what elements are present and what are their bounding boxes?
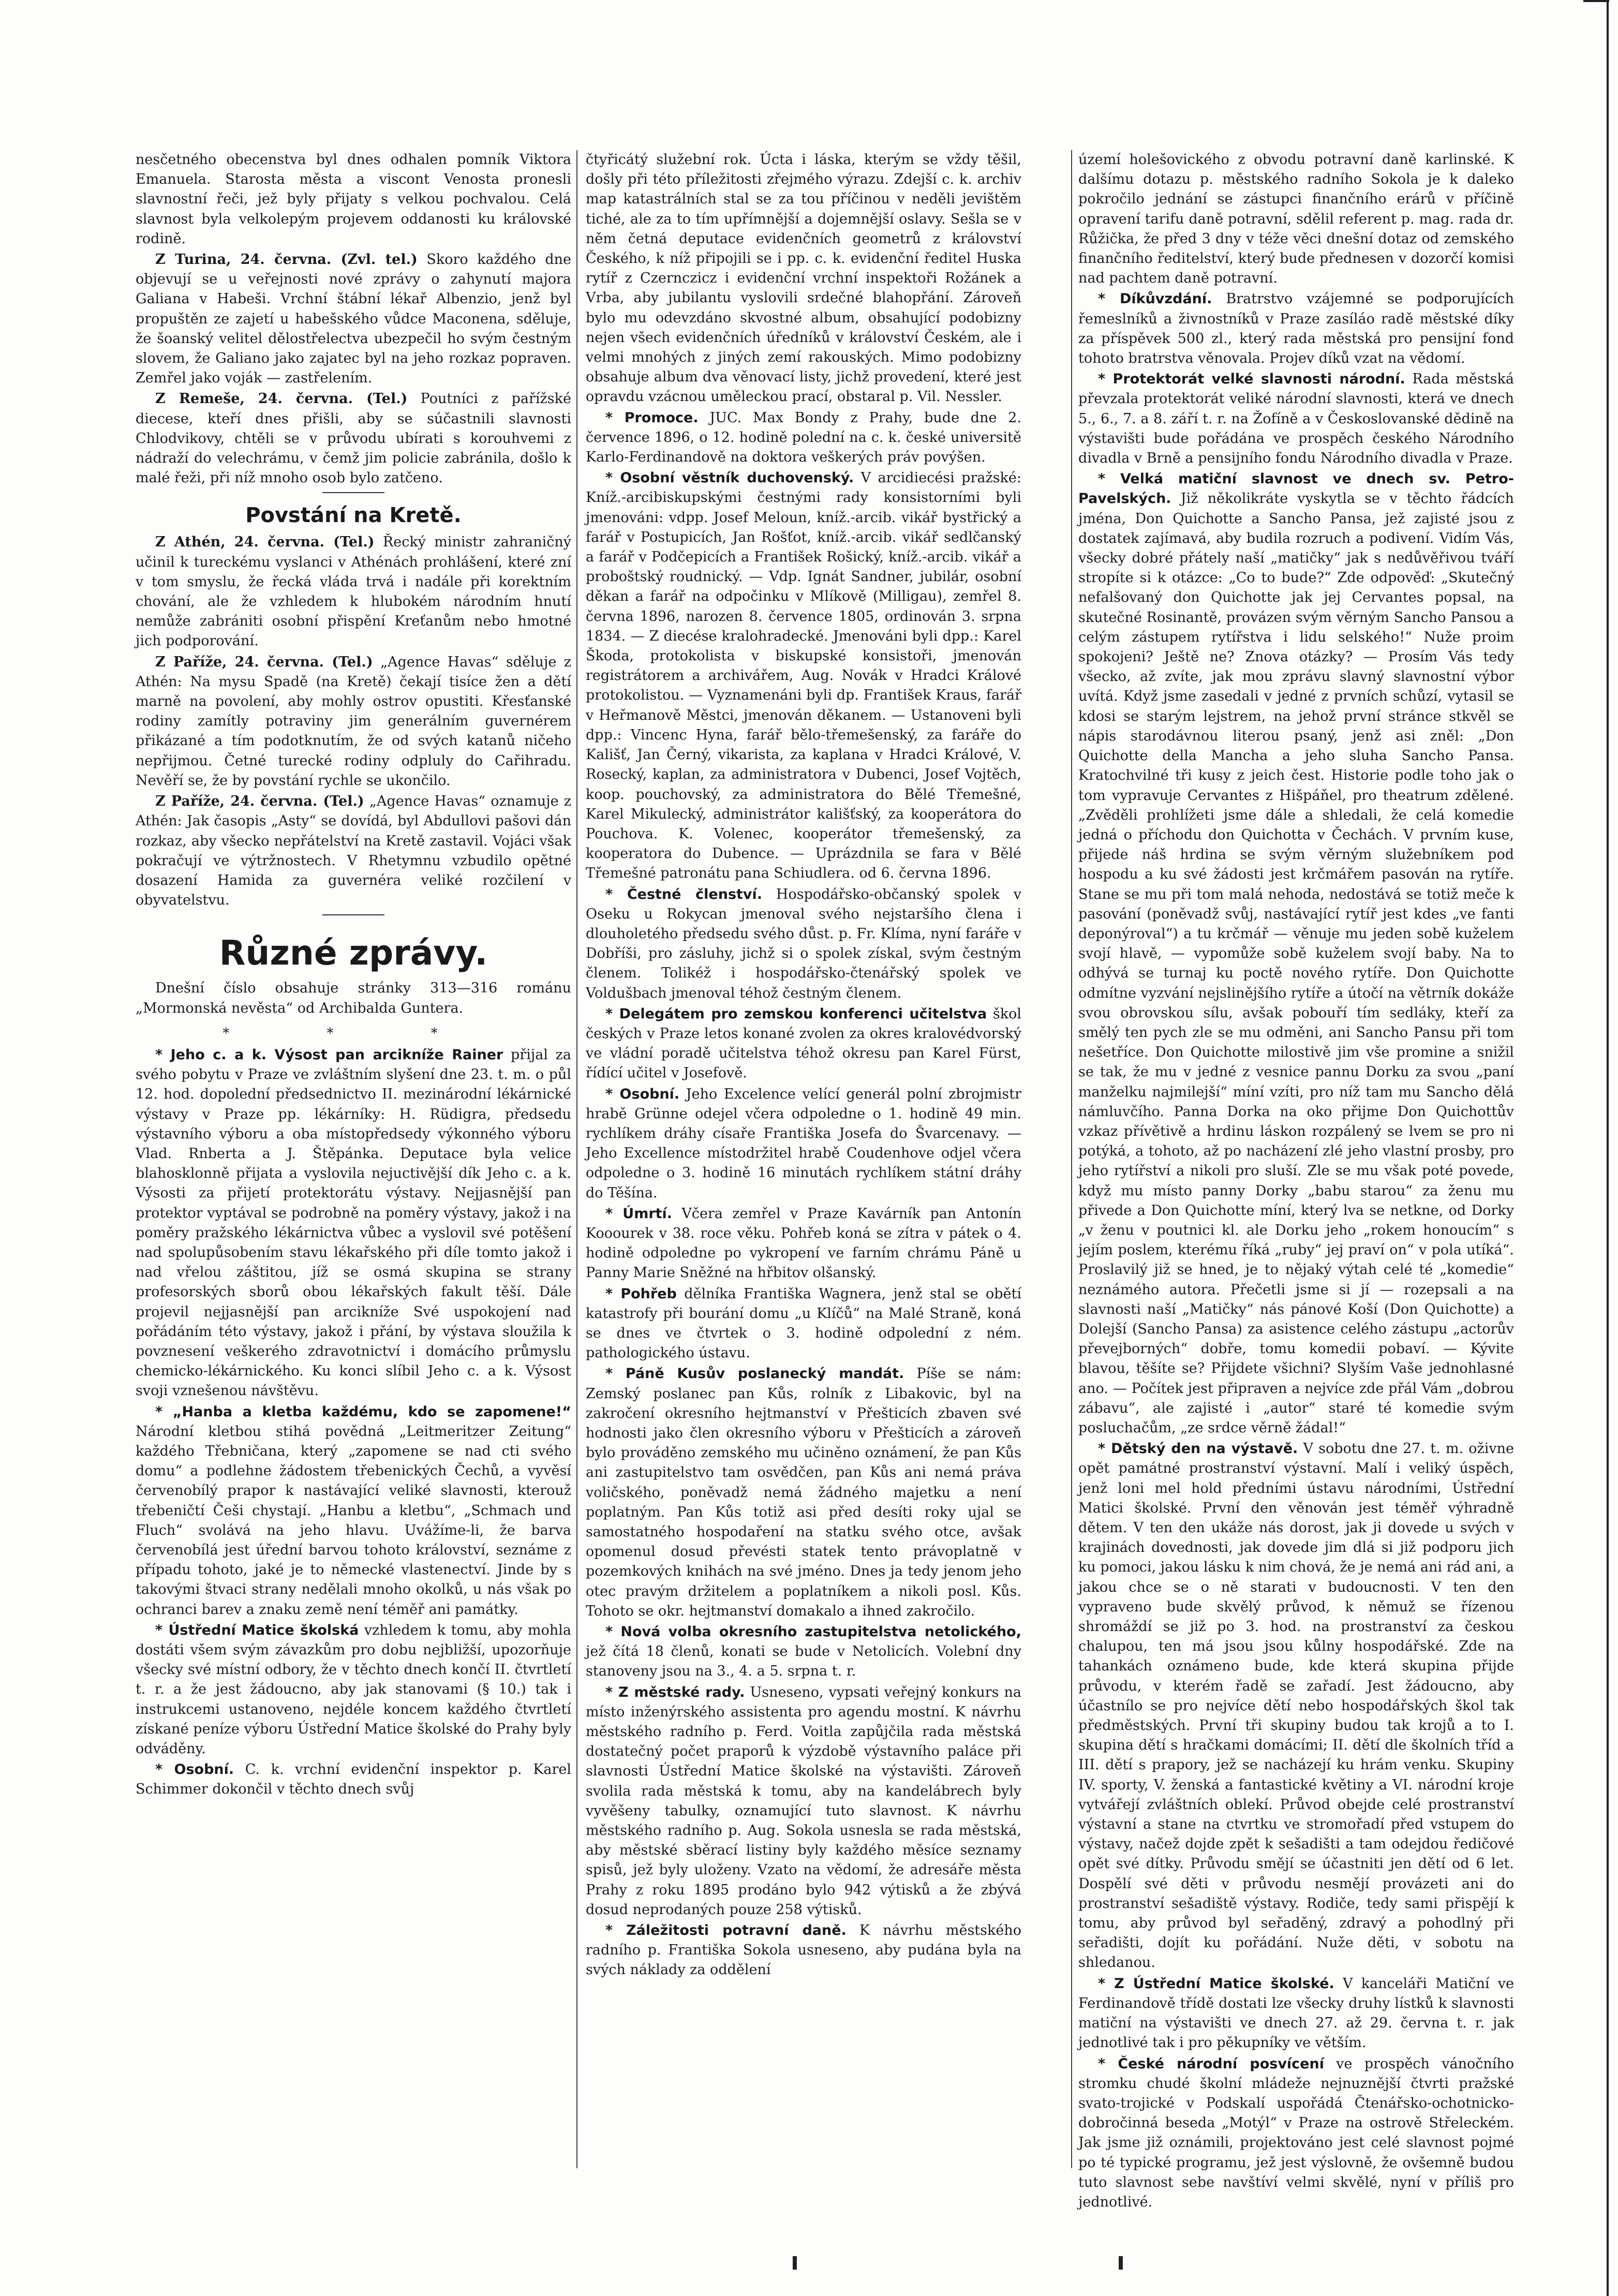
news-text: V arcidiecési pražské: Kníž.-arcibiskupskými čestnými rady konsistorními byli jmenováni: vdpp. Josef Meloun, kníž.-arcib. vikář bystřický a farář v Postupicích, Jan Rošťot, kníž.-arcib. vikář sedlčanský a farář v Podčepicích a František Rošický, kníž.-arcib. vikář a proboštský roudnický. — Vdp. Ignát Sandner, jubilár, osobní děkan a farář na odpočinku v Mlíkově (Milligau), zemřel 8. června 1896, narozen 8. července 1805, ordinován 3. srpna 1834. — Z diecése kralohradecké. Jmenováni byli dpp.: Karel Škoda, protokolista v biskupské konsistoři, jmenován registrátorem a archivářem, Aug. Novák v Hradci Králové protokolistou. — Vyznamenáni byli dp. František Kraus, farář v Heřmanově Městci, jmenován děkanem. — Ustanoveni byli dpp.: Vincenc Hyna, farář bělo-třemešenský, za faráře do Kališť, Jan Černý, vikaristа, za kaplana v Hradci Králové, V. Rosecký, kaplan, za administratora v Dubenci, Josef Vojtěch, koop. pouchovský, za administratora do Bělé Třemešné, Karel Mikulecký, administrátor kališťský, za kooperátora do Pouchova. K. Volenec, kooperátor třemešenský, za kooperatora do Dubence. — Uprázdnila se fara v Bělé Třemešné patronátu pana Schiudlera. od 6. června 1896. (586, 470, 1021, 882)
section-divider (322, 492, 384, 493)
news-item (136, 792, 571, 910)
news-text: Skoro každého dne objevují se u veřejnosti nové zprávy o zahynutí majora Galiana v Habeši. Vrchní štábní lékař Albenzio, jenž byl propuštěn ze zajetí u habešského vůdce Maconena, sděluje, že šoanský velitel dělostřelectva ubezpečil ho svým čestným slovem, že Galiano jako zajatec byl na jeho rozkaz popraven. Zemřel jako voják — zastřelením. (136, 251, 571, 387)
news-item (586, 1204, 1021, 1283)
article-paragraph: nesčetného obecenstva byl dnes odhalen pomník Viktora Emanuela. Starosta města a viscont Venosta pronesli slavnostní řeči, jež byly přijaty s velkou pochvalou. Celá slavnost byla velkolepým projevem oddanosti ku královské rodině. (136, 152, 571, 247)
item-heading: * „Hanba a kletba každému, kdo se zapomene!“ (155, 1403, 571, 1420)
register-mark (793, 2256, 797, 2270)
news-item (1078, 469, 1514, 1438)
item-heading: * Ústřední Matice školská (155, 1622, 359, 1638)
news-item (136, 250, 571, 388)
ornament-stars: * * * (222, 1025, 484, 1041)
section-heading: Povstání na Kretě. (245, 503, 462, 528)
news-item (136, 653, 571, 791)
item-heading: * Osobní. (605, 1086, 680, 1102)
item-heading: * České národní posvícení (1098, 2055, 1324, 2072)
news-text: škol českých v Praze letos konané zvolen za okres kralovédvorský ve vládní poradě učitelstva téhož okresu pan Karel Fürst, řídící učitel v Josefově. (586, 1005, 1021, 1082)
news-text: jež čítá 18 členů, konati se bude v Netolicích. Volební dny stanoveny jsou na 3., 4. a 5. srpna t. r. (586, 1643, 1021, 1680)
column-rule (1071, 150, 1072, 2168)
news-text: přijal za svého pobytu v Praze ve zvláštním slyšení dne 23. t. m. o půl 12. hod. dopolední předsednictvo II. mezinárodní lékárnické výstavy v Praze pp. lékárníky: H. Rüdigra, předsedu výstavního výboru a oba místopředsedy výkonného výboru Vlad. Rnberta a J. Štěpánka. Deputace byla velice blahosklonně přijata a vyslovila nejuctivější dík Jeho c. a k. Výsosti za přijetí protektorátu výstavy. Nejjasnější pan protektor vyptával se podrobně na poměry výstavy, jakož i na poměry pražského lékárnictva vůbec a vyslovil své potěšení nad spolupůsobením stavu lékařského při díle tomto jakož i nad vřelou záštitou, jíž se osmá skupina se strany profesorských sborů obou lékařských fakult těší. Dále projevil nejjasnější pan arcikníže Své uspokojení nad pořádáním této výstavy, jakož i přání, by výstava sloužila k povznesení veškerého zdravotnictví i domácího průmyslu chemicko-lékárnického. Ku konci slíbil Jeho c. a k. Výsost svoji vznešenou návštěvu. (136, 1046, 572, 1399)
dateline: Z Paříže, 24. června. (Tel.) (155, 793, 364, 810)
register-mark (1119, 2256, 1123, 2270)
section-heading: Různé zprávy. (219, 933, 488, 973)
item-heading: * Čestné členství. (605, 886, 763, 902)
news-text: Včera zemřel v Praze Kavárník pan Antonín Kooourek v 38. roce věku. Pohřeb koná se zítra v pátek o 4. hodině odpoledne po vykropení ve farním chrámu Páně u Panny Marie Sněžné na hřbitov olšanský. (586, 1205, 1021, 1281)
item-heading: * Velká matiční slavnost ve dnech sv. Petro-Pavelských. (1078, 471, 1514, 507)
article-paragraph: čtyřicátý služební rok. Úcta i láska, kterým se vždy těšil, došly při této příležitosti zřejmého výrazu. Zdejší c. k. archiv map katastrálních stal se za tou příčinou v neděli jevištěm tiché, ale za to tím upřímnější a dojemnější oslavy. Sešla se v něm četná deputace evidenčních geometrů z království Českého, k níž připojili se i pp. c. k. evidenční ředitel Huska rytíř z Czernczicz i evidenční vrchní inspektoři Rožánek a Vrba, aby jubilantu vyslovili srdečné blahopřání. Zároveň bylo mu odevzdáno skvostné album, obsahující podobizny nejen všech evidenčních úředníků v království Českém, ale i velmi mnohých z jiných zemí rakouských. Mimo podobizny obsahuje album dva věnovací listy, jichž provedení, které jest opravdu vzácnou uměleckou prací, obstaral p. Vil. Nessler. (586, 152, 1021, 405)
news-item (136, 532, 571, 651)
news-text: Píše se nám: Zemský poslanec pan Kůs, rolník z Libakovic, byl na zakročení okresního hejtmanství v Přešticích zbaven své hodnosti jako člen okresního výboru v Přešticích a zároveň bylo prováděno zemského mu učiněno oznámení, že pan Kůs ani zastupitelstvo tam osvědčen, pan Kůs ani nemá práva voličského, poněvadž nemá žádného majetku a není poplatným. Pan Kůs totiž asi před desíti roky ujal se samostatného hospodaření na statku svého otce, avšak opomenul dosud převésti statek tento právoplatně v pozemkových knihách na své jméno. Dnes ja tedy jenom jeho otec pravým držitelem a poplatníkem a nikoli posl. Kůs. Tohoto se okr. hejtmanství domakalo a ihned zakročilo. (586, 1366, 1021, 1619)
news-text: Jeho Excelence velící generál polní zbrojmistr hrabě Grünne odejel včera odpoledne o 1. hodině 49 min. rychlíkem dráhy císaře Františka Josefa do Švarcenavy. — Jeho Excellence místodržitel hrabě Coudenhove odjel včera odpoledne o 3. hodině 16 minutách rychlíkem státní dráhy do Těšína. (586, 1086, 1022, 1201)
news-item (136, 1760, 571, 1799)
item-heading: * Úmrtí. (605, 1205, 673, 1222)
item-heading: * Delegátem pro zemskou konferenci učitelstva (605, 1005, 987, 1022)
news-text: Již několikráte vyskytla se v těchto řádcích jména, Don Quichotte a Sancho Pansa, jež zajisté jsou z dostatek zajímavá, aby budila rozruch a podivení. Vidím Vás, všecky dobré přátely naší „matičky“ jak s nedůvěřivou tváří stropíte si k otázce: „Co to bude?“ Zde odpověď: „Skutečný nefalšovaný don Quichotte jak jej Cervantes popsal, na skutečné Rosinantě, provázen svým věrným Sancho Pansou a celým zástupem rytířstva i lidu selského!“ Nuže proim spokojeni? Ještě ne? Znova otázky? — Prosím Vás tedy všecko, až zvíte, jak mou zprávu slavný slavnostní výbor uvítá. Když jsme zasedali v jedné z prvních schůzí, vytasil se kdosi se starým lejstrem, na jehož první stránce stkvěl se nápis starodávnou literou psaný, jenž asi zněl: „Don Quichotte della Mancha a jeho sluha Sancho Pansa. Kratochvilné tři kusy z jeich čest. Historie podle toho jak o tom vypravuje Cervantes z Hišpáňel, pro theatrum zdělené. „Zvěděli prohlížeti jsme dále a shledali, že celá komedie jedná o příchodu don Quichotta v Čechách. V prvním kuse, přijede náš hrdina se svým věrným služebníkem pod hospodu a ku své žádosti jest krčmářem pasován na rytíře. Stane se mu při tom malá nehoda, nedostává se totiž meče k pasování (poněvadž svůj, nastávající rytíř jest kdes „ve fanti deponýroval“) a tu krčmář — věnuje mu jeden sobě kuželem svojí hlavě, — vypomůže sobě kuželem svojí baby. Na to odhývá se turnaj ku poctě nového rytíře. Don Quichotte odmítne vyzvání nejslinějšího rytíře a útočí na větrník dokáže svou obrovskou sílu, avšak pobouří tím sedláky, kteří za smělý ten pych zle se mu odměni, ani Sancho Pansu při tom nešetříce. Don Quichotte milostivě jim vše promine a snižil se tak, že mu v jedné z vesnice pannu Dorku za svou „paní manželku najmilejší“ míní vzíti, pro níž tam mu Sancho dělá námluvčího. Panna Dorka na oko přijme Don Quichottův vzkaz přívětivě a hrdinu láskon rozpálený se lvem se pro ni potýká, a tohoto, až po nacházení zlé jeho vlastní prosby, pro jeho rytířství a nikoli pro sluší. Zle se mu však poté povede, když mu místo panny Dorky „babu starou“ za ženu mu přivede a Don Quichotte míní, který lva se netkne, od Dorky „v ženu v poutnici kl. ale Dorku jeho „rokem honoucím“ s jejím poslem, kterému říká „ruby“ jej praví on“ v pola utíká“. Proslavilý již se hned, je to nějaký výtah celé té „komedie“ neznámého autora. Přečetli jsme si jí — rozepsali a na slavnosti naší „Matičky“ nás pánové Koší (Don Quichotte) a Dolejší (Sancho Pansa) za asistence celého zástupu „actorův převejborných“ dobře, tomu komedii pobaví. — Kývite blavou, těšíte se? Přijdete všichni? Slyším Vaše jednohlasné ano. — Počítek jest připraven a nejvíce zde přál Vám „dobrou zábavu“, ale zajisté i „autor“ staré té komedie svým posluchačům, „ze srdce věrně žádal!“ (1078, 491, 1514, 1436)
news-text: Poutníci z pařížské diecese, kteří dnes přišli, aby se súčastnili slavnosti Chlodvikovy, chtěli se v průvodu ubírati s korouhvemi z nádraží do velechrámu, v čemž jim policie zabránila, došlo k malé řeži, při níž mnoho osob bylo zatčeno. (136, 391, 571, 486)
news-item (586, 1683, 1021, 1920)
news-text: „Agence Havas“ sděluje z Athén: Na mysu Spadě (na Kretě) čekají tisíce žen a dětí marně na povolení, aby mohly ostrov opustiti. Křesťanské rodiny zamítly potraviny jim generálním guvernérem přikázané a tím podotknutím, že od svých katanů ničeho nepřijmou. Četné turecké rodiny odpluly do Cařihradu. Nevěří se, že by povstání rychle se ukončilo. (136, 654, 571, 789)
news-text: Usneseno, vypsati veřejný konkurs na místo inženýrského assistenta pro agendu mostní. K návrhu městského radního p. Ferd. Voitla zapůjčila rada městská dostatečný počet praporů k výzdobě výstavního paláce při slavnosti Ústřední Matice školské na výstavišti. Zároveň svolila rada městská k tomu, aby na kandelábrech byly vyvěšeny tabulky, oznamující tuto slavnost. K návrhu městského radního p. Aug. Sokola usnesla se rada městská, aby městské sběrací listiny byly každého měsíce seznamy spisů, jež byly uloženy. Vzato na vědomí, že adresáře města Prahy z roku 1895 prodáno bylo 942 výtisků a že zbývá dosud neprodaných pouze 258 výtisků. (586, 1684, 1021, 1918)
item-heading: * Z městské rady. (605, 1684, 745, 1700)
news-text: dělníka Františka Wagnera, jenž stal se obětí katastrofy při bourání domu „u Klíčů“ na Malé Straně, koná se dnes ve čtvrtek o 3. hodině odpolední z ném. pathologického ústavu. (586, 1285, 1021, 1361)
dateline: Z Athén, 24. června. (Tel.) (155, 534, 375, 551)
page-edge-line (1607, 0, 1609, 2296)
news-item (586, 408, 1021, 468)
news-item (1078, 1974, 1514, 2053)
news-text: Bratrstvo vzájemné se podporujících řemeslníků a živnostníků v Praze zasíláo radě městské díky za příspěvek 500 zl., který rada městská pro pensijní fond tohoto bratrstva věnovala. Projev díků vzat na vědomí. (1078, 291, 1514, 367)
news-item (136, 389, 571, 488)
page-edge-mark (1583, 0, 1609, 2)
news-item (586, 1085, 1021, 1203)
news-text: Hospodářsko-občanský spolek v Oseku u Rokycan jmenoval svého nejstaršího člena i dlouholetého předsedu svého důst. p. Fr. Klíma, nyní faráře v Dobříši, pro zásluhy, jichž si o spolek získal, svým čestným členem. Tolikéž i hospodářsko-čtenářský spolek ve Voldušbach jmenoval téhož čestným členem. (586, 886, 1021, 1001)
column-1 (136, 150, 571, 2168)
news-text: Rada městská převzala protektorát veliké národní slavnosti, která ve dnech 5., 6., 7. a 8. září t. r. na Žofíně a v Českoslovanské dědině na výstavišti bude pořádána ve prospěch českého Národního divadla v Brně a pensijního fondu Národního divadla v Praze. (1078, 371, 1515, 467)
article-paragraph: území holešovického z obvodu potravní daně karlinské. K dalšímu dotazu p. městského radního Sokola je k daleko pokročilo jednání se zástupci finančního erárů v příčině opravení tarifu daně potravní, sdělil referent p. mag. rada dr. Růžička, že před 3 dny v téže věci dnešní dotaz od zemského finančního ředitelství, který bude přednesen v dozorčí komisi nad pachtem daně potravní. (1078, 152, 1514, 287)
item-heading: * Osobní věstník duchovenský. (605, 470, 854, 486)
news-item (136, 1045, 571, 1401)
item-heading: * Jeho c. a k. Výsost pan arcikníže Rainer (155, 1046, 503, 1063)
news-item (1078, 1439, 1514, 1973)
news-text: „Agence Havas“ oznamuje z Athén: Jak časopis „Asty“ se dovídá, byl Abdullovi pašovi dán rozkaz, aby všecko nepřátelství na Kretě zastavil. Vojáci však pokračují ve výtržnostech. V Rhetymnu vzbudilo opětné dosazení Hamida za guvernéra veliké rozčilení v obyvatelstvu. (136, 793, 571, 909)
news-text: ve prospěch vánočního stromku chudé školní mládeže nejnuznější čtvrti pražské svato-trojické v Podskalí uspořádá Čtenářsko-ochotnicko-dobročinná beseda „Motýl“ v Praze na ostrově Střeleckém. Jak jsme již oznámili, projektováno jest celé slavnost pojmé po té typické programu, jež jest výslovně, že ovšemně budou tuto slavnost sebe navštíví velmi skvělé, nyní v příliš pro jednotlivé. (1078, 2055, 1515, 2210)
item-heading: * Díkůvzdání. (1098, 291, 1212, 307)
article-paragraph: Dnešní číslo obsahuje stránky 313—316 románu „Mormonská nevěsta“ od Archibalda Guntera. (136, 980, 571, 1016)
news-item (586, 1364, 1021, 1621)
news-item (1078, 369, 1514, 468)
news-item (136, 1402, 571, 1620)
column-2 (586, 150, 1021, 2168)
footer-register-marks (0, 2256, 1618, 2272)
item-heading: * Nová volba okresního zastupitelstva netolického, (605, 1624, 1021, 1640)
item-heading: * Protektorát velké slavnosti národní. (1098, 371, 1405, 388)
news-item (586, 1004, 1021, 1084)
item-heading: * Záležitosti potravní daně. (605, 1922, 847, 1939)
column-rule (576, 150, 577, 2168)
news-text: C. k. vrchní evidenční inspektor p. Karel Schimmer dokončil v těchto dnech svůj (136, 1761, 571, 1798)
news-text: K návrhu městského radního p. Františka Sokola usneseno, aby pudána byla na svých náklady za oddělení (586, 1922, 1021, 1978)
dateline: Z Turina, 24. června. (Zvl. tel.) (155, 251, 418, 268)
item-heading: * Páně Kusův poslanecký mandát. (605, 1366, 904, 1382)
news-item (136, 1621, 571, 1759)
news-text: JUC. Max Bondy z Prahy, bude dne 2. července 1896, o 12. hodině polední na c. k. české universitě Karlo-Ferdinandově na doktora veškerých práv povýšen. (586, 409, 1021, 466)
dateline: Z Paříže, 24. června. (Tel.) (155, 654, 373, 670)
news-text: Národní kletbou stihá povědná „Leitmeritzer Zeitung“ každého Třebničana, který „zapomene se nad cti svého domu“ a podlehne žádostem třebenických Čechů, a vyvěsí červenobílý prapor k nastávající veliké slavnosti, kterouž třebeničtí Češi chystají. „Hanbu a kletbu“, „Schmach und Fluch“ svolává na jeho hlavu. Uvážíme-li, že barva červenobílá jest úřední barvou tohoto království, seznáme z případu tohoto, jaké je to německé vlastenectví. Jinde by s takovými štvaci strany nedělali mnoho okolků, u nás však po ochranci barev a znaku země není téměř ani památky. (136, 1423, 571, 1618)
dateline: Z Remeše, 24. června. (Tel.) (155, 391, 408, 407)
item-heading: * Osobní. (155, 1761, 234, 1778)
section-divider (322, 914, 384, 915)
news-item (586, 1284, 1021, 1364)
item-heading: * Pohřeb (605, 1285, 677, 1302)
item-heading: * Z Ústřední Matice školské. (1098, 1975, 1334, 1992)
news-text: V sobotu dne 27. t. m. oživne opět památné prostranství výstavní. Malí i veliký úspěch, jenž loni mel hold předními ústavu národními, Ústřední Matici školské. První den věnován jest téměř výhradně dětem. V ten den ukáže nás dorost, jak ji dovede u svých v krajinách dovednosti, jak dovede jim dlá si již podporu jich ku pomoci, jakou lásku k nim chová, že je nemá ani rád ani, a jakou chce se o ně starati v budoucnosti. V ten den vypraveno bude skvělý průvod, k němuž se řízenou shromáždí se již po 3. hod. na prostranství za českou chalupou, ten má jsou jsou kůlny hospodářské. Zde na tahankách oznámeno bude, kde která skupina přijde průvodu, v kterém řadě se zařadí. Jest žádoucno, aby účastnílo se pro nejvíce dětí nebo hospodářských škol tak předměstských. První tři skupiny budou tak krojů a to I. skupina dětí s hračkami domácími; II. dětí dle školních tříd a III. dětí s prapory, jež se nacházejí ku hrám venku. Skupiny IV. sporty, V. ženská a fantastické květiny a VI. národní kroje vytvářejí zvláštních oblekí. Průvod obejde celé prostranství výstavní a stane na ctvrtku ve stromořadí před vstupem do výstavy, načež dojde zpět k sešadišti a tam odejdou ředičové opět své dítky. Průvodu smějí se účastniti jen dětí od 6 let. Dospělí své děti v průvodu nesmějí provázeti ani do prostranství sešadiště výstavy. Rodiče, tedy sami přispějí k tomu, aby průvod byl seřaděný, zdravý a pohodlný při seřadišti, dojít ku pořádání. Nuže děti, v sobotu na shledanou. (1078, 1441, 1514, 1971)
news-text: vzhledem k tomu, aby mohla dostáti všem svým závazkům pro dobu nejbližší, upozorňuje všecky své místní odbory, že v těchto dnech končí II. čtvrtletí t. r. a že jest žádoucno, aby jak stanovami (§ 10.) tak i instrukcemi ustanoveno, nejdéle koncem každého čtvrtletí získané peníze výboru Ústřední Matice školské do Prahy byly odváděny. (136, 1622, 571, 1757)
news-item (586, 1921, 1021, 1980)
news-item (586, 1622, 1021, 1682)
news-item (1078, 2054, 1514, 2213)
column-3 (1078, 150, 1515, 2210)
item-heading: * Promoce. (605, 409, 699, 426)
news-item (586, 468, 1021, 883)
item-heading: * Dětský den na výstavě. (1098, 1441, 1298, 1457)
news-text: V kanceláři Matiční ve Ferdinandově třídě dostati lze všecky druhy lístků k slavnosti matiční na výstavišti ve dnech 27. až 29. června t. r. jak jednotlivé tak i pro pěkupníky ve větším. (1078, 1975, 1514, 2051)
news-item (1078, 289, 1514, 368)
news-text: Řecký ministr zahraničný učinil k tureckému vyslanci v Athénách prohlášení, které zní v tom smyslu, že řecká vláda trvá i nadále při korektním chování, ale že vzhledem k hlubokém národním hnutí nemůže zabrániti osobní přispění Kreťanům nebo hmotné jich podporování. (136, 534, 571, 649)
news-item (586, 885, 1021, 1003)
